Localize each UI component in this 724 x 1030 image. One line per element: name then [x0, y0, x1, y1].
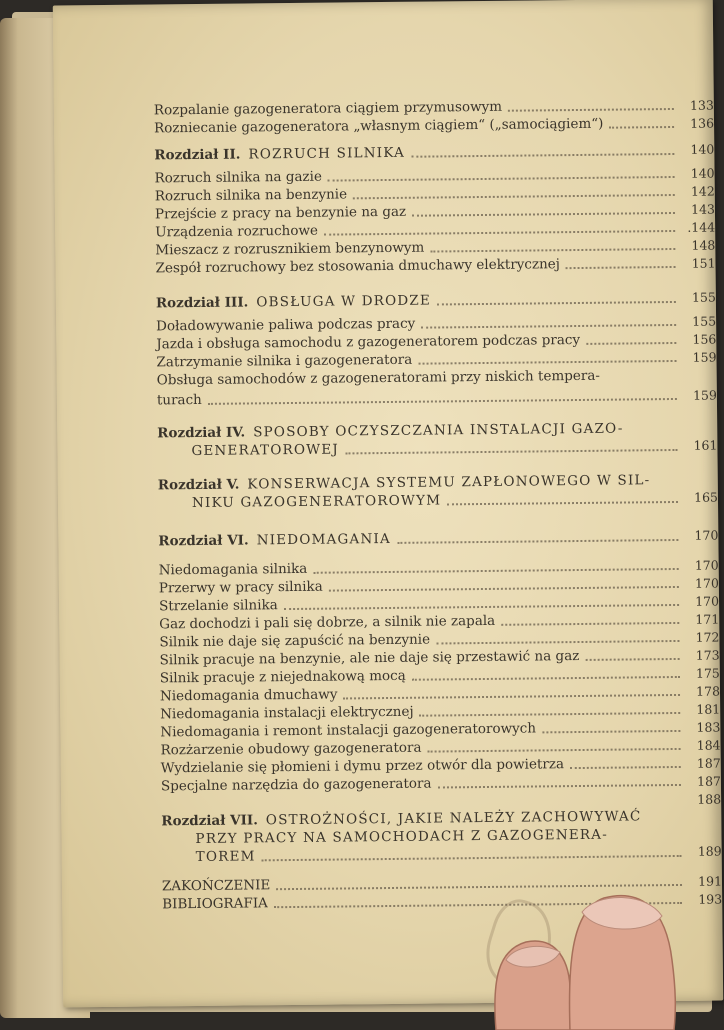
toc-entry	[157, 385, 717, 409]
leader-dots	[262, 855, 682, 861]
toc-entry-text: Niedomagania i remont instalacji gazogeneratorowych	[160, 720, 537, 741]
toc-page-number: 161	[693, 437, 718, 453]
toc-page-number: 187	[696, 773, 722, 789]
chapter-label: Rozdział III.	[155, 294, 249, 312]
toc-entry-text: Silnik pracuje na benzynie, ale nie daje się przestawić na gaz	[159, 648, 580, 669]
toc-page-number: 140	[690, 165, 715, 181]
chapter-title-continued: TOREM	[195, 848, 256, 866]
chapter-label: Rozdział IV.	[157, 424, 246, 442]
toc-page-number: 140	[690, 141, 715, 157]
toc-page-number: 172	[695, 629, 720, 645]
toc-page-number: 181	[696, 701, 721, 717]
toc-page-number: 159	[692, 387, 717, 403]
toc-entry-text: ZAKOŃCZENIE	[161, 877, 271, 895]
toc-entry-text: Wydzielanie się płomieni i dymu przez otwór dla powietrza	[160, 756, 565, 777]
leader-dots	[585, 657, 679, 661]
chapter-title: SPOSOBY OCZYSZCZANIA INSTALACJI GAZO-	[253, 420, 624, 441]
toc-entry-text: Niedomagania dmuchawy	[159, 686, 338, 705]
toc-page-number: 151	[691, 255, 716, 271]
leader-dots	[420, 711, 681, 717]
leader-dots	[570, 765, 681, 769]
chapter-title-continued: GENERATOROWEJ	[191, 441, 340, 460]
toc-entry-text: Rozruch silnika na benzynie	[154, 186, 348, 205]
toc-page-number: 136	[690, 115, 715, 131]
toc-page-number: 175	[695, 665, 720, 681]
toc-page-number: 155	[692, 313, 717, 329]
toc-page-number: 170	[694, 575, 719, 591]
leader-dots	[418, 359, 676, 365]
book-page	[53, 0, 723, 1007]
leader-dots	[508, 107, 674, 112]
leader-dots	[609, 125, 674, 129]
toc-entry-text: Niedomagania silnika	[158, 560, 308, 579]
toc-page-number: 170	[695, 593, 720, 609]
chapter-title: ROZRUCH SILNIKA	[248, 144, 406, 163]
leader-dots	[430, 247, 675, 253]
chapter-title-continued: NIKU GAZOGENERATOROWYM	[191, 492, 442, 512]
leader-dots	[447, 501, 678, 505]
toc-entry-text: Rozniecanie gazogeneratora „własnym ciągiem“ („samociągiem“)	[153, 115, 604, 137]
leader-dots	[586, 341, 676, 345]
chapter-label: Rozdział II.	[154, 146, 241, 164]
toc-page-number: 183	[696, 719, 721, 735]
chapter-title: OBSŁUGA W DRODZE	[256, 292, 432, 311]
chapter-heading	[156, 289, 716, 313]
toc-entry-text: Gaz dochodzi i pali się dobrze, a silnik nie zapala	[159, 612, 496, 633]
toc-entry-text: Zespół rozruchowy bez stosowania dmuchawy elektrycznej	[155, 256, 560, 277]
toc-page-number: 178	[696, 683, 721, 699]
toc-entry-text: Jazda i obsługa samochodu z gazogeneratorem podczas pracy	[156, 331, 581, 353]
toc-entry-text: Zatrzymanie silnika i gazogeneratora	[156, 351, 413, 371]
toc-entry-text: Niedomagania instalacji elektrycznej	[160, 703, 414, 723]
toc-page-number: 193	[698, 891, 723, 907]
toc-page-number: 143	[691, 201, 716, 217]
toc-page-number: 173	[695, 647, 720, 663]
chapter-label: Rozdział VII.	[161, 812, 258, 830]
toc-entry-text: BIBLIOGRAFIA	[162, 895, 268, 913]
leader-dots	[436, 639, 679, 645]
toc-page-number: 159	[692, 349, 717, 365]
leader-dots	[501, 621, 679, 626]
toc-entry-text: Rozżarzenie obudowy gazogeneratora	[160, 739, 422, 759]
toc-entry-text: Przerwy w pracy silnika	[158, 578, 323, 597]
leader-dots	[566, 265, 676, 269]
finger-image	[486, 890, 686, 1030]
leader-dots	[412, 211, 675, 217]
toc-page-number: 156	[692, 331, 717, 347]
chapter-title: NIEDOMAGANIA	[256, 530, 392, 549]
toc-entry-text: Silnik nie daje się zapuścić na benzynie	[159, 631, 431, 651]
toc-page-number: 170	[694, 527, 719, 543]
leader-dots	[397, 539, 678, 544]
chapter-heading	[158, 527, 718, 551]
toc-entry-text: Strzelanie silnika	[158, 597, 278, 615]
leader-dots	[438, 783, 681, 789]
chapter-heading	[154, 141, 714, 165]
chapter-heading	[161, 807, 722, 867]
toc-entry-text: Rozruch silnika na gazie	[154, 168, 323, 187]
leader-dots	[345, 449, 677, 454]
leader-dots	[428, 747, 681, 753]
toc-entry-text: Obsługa samochodów z gazogeneratorami przy niskich tempera-	[156, 367, 600, 389]
toc-page-number: 191	[698, 873, 723, 889]
toc-page-number: 184	[696, 737, 721, 753]
leader-dots	[412, 675, 680, 681]
toc-page-number: 142	[690, 183, 715, 199]
toc-entry-text: Specjalne narzędzia do gazogeneratora	[160, 775, 432, 795]
toc-page-number: 189	[697, 843, 722, 859]
toc-page-number: 188	[697, 791, 722, 807]
chapter-label: Rozdział VI.	[158, 532, 249, 550]
toc-page-number: 133	[689, 97, 714, 113]
toc-entry-text: Silnik pracuje z niejednakową mocą	[159, 667, 406, 687]
toc-entry-text: Urządzenia rozruchowe	[155, 222, 319, 241]
table-of-contents	[153, 0, 723, 913]
toc-page-number: 165	[694, 489, 719, 505]
chapter-heading	[158, 471, 718, 513]
toc-page-number: 155	[691, 289, 716, 305]
chapter-heading	[157, 419, 717, 461]
leader-dots	[437, 301, 676, 306]
chapter-title: OSTROŻNOŚCI, JAKIE NALEŻY ZACHOWYWAĆ	[265, 808, 642, 829]
toc-entry-text: Mieszacz z rozrusznikiem benzynowym	[155, 239, 425, 259]
toc-page-number: 171	[695, 611, 720, 627]
toc-entry-text: Rozpalanie gazogeneratora ciągiem przymusowym	[153, 98, 503, 119]
toc-page-number: .144	[687, 219, 716, 235]
toc-page-number: 148	[691, 237, 716, 253]
toc-entry-text: Doładowywanie paliwa podczas pracy	[156, 315, 416, 335]
leader-dots	[353, 193, 675, 199]
chapter-label: Rozdział V.	[157, 476, 240, 494]
toc-page-number: 170	[694, 557, 719, 573]
chapter-title-continued: PRZY PRACY NA SAMOCHODACH Z GAZOGENERA-	[195, 826, 609, 848]
toc-page-number: 187	[696, 755, 721, 771]
leader-dots	[208, 397, 677, 405]
toc-entry-text: Przejście z pracy na benzynie na gaz	[154, 203, 407, 223]
leader-dots	[421, 323, 676, 329]
leader-dots	[542, 729, 680, 733]
toc-entry-text: turach	[156, 391, 202, 409]
leader-dots	[411, 153, 674, 158]
chapter-title: KONSERWACJA SYSTEMU ZAPŁONOWEGO W SIL-	[247, 472, 651, 493]
